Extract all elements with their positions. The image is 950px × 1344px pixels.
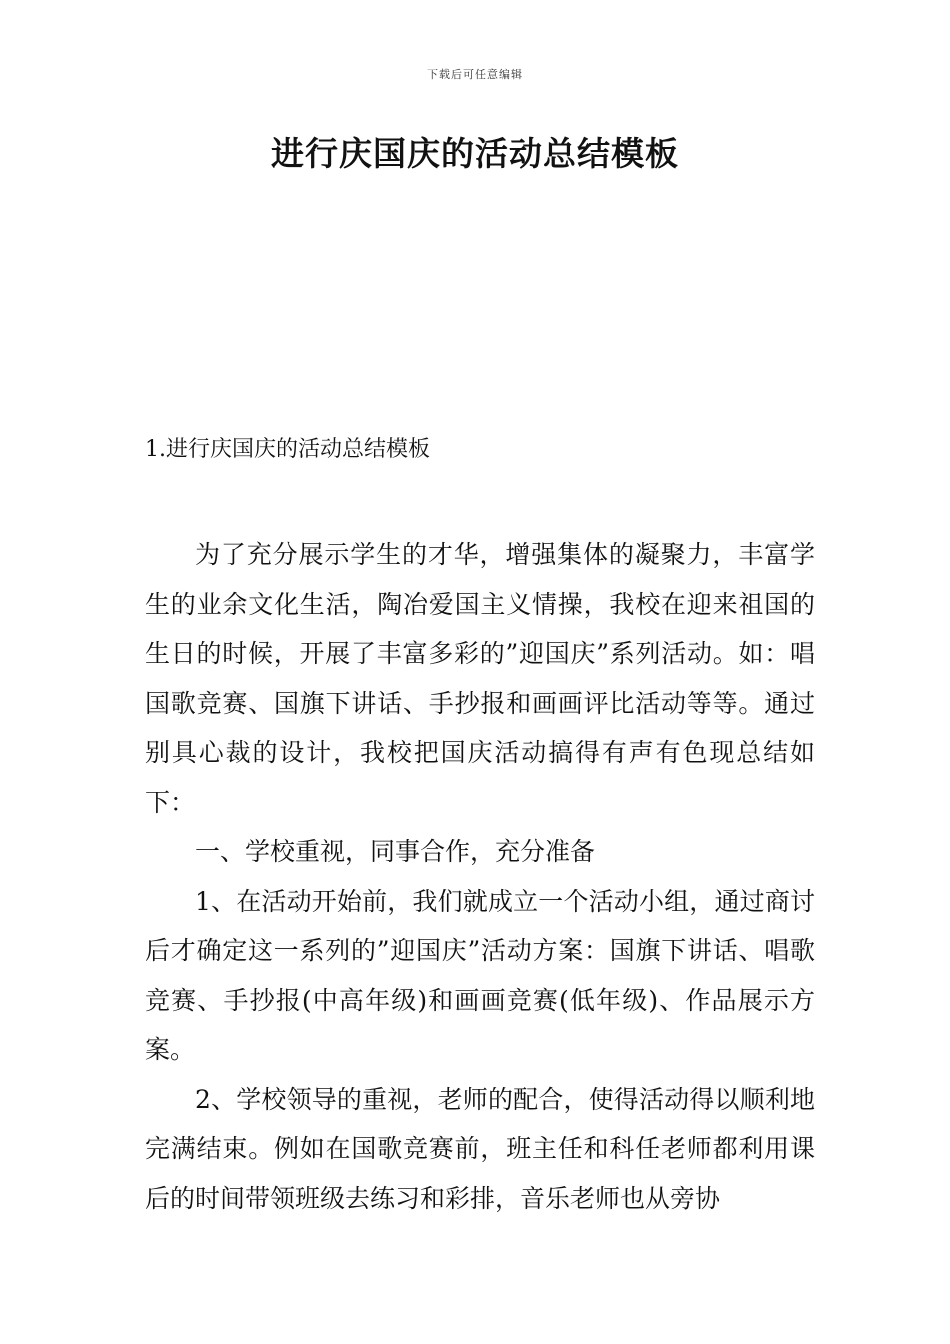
paragraph-intro: 为了充分展示学生的才华，增强集体的凝聚力，丰富学生的业余文化生活，陶冶爱国主义情操，我校在迎来祖国的生日的时候，开展了丰富多彩的”迎国庆”系列活动。如：唱国歌竞赛、国旗下讲话、手抄报和画画评比活动等等。通过别具心裁的设计，我校把国庆活动搞得有声有色现总结如下： [145,540,815,817]
document-title: 进行庆国庆的活动总结模板 [271,134,679,173]
paragraph-point-2: 2、学校领导的重视，老师的配合，使得活动得以顺利地完满结束。例如在国歌竞赛前，班主任和科任老师都利用课后的时间带领班级去练习和彩排，音乐老师也从旁协 [145,1084,815,1213]
document-body [145,530,815,1223]
paragraph-point-1: 1、在活动开始前，我们就成立一个活动小组，通过商讨后才确定这一系列的”迎国庆”活动方案：国旗下讲话、唱歌竞赛、手抄报(中高年级)和画画竞赛(低年级)、作品展示方案。 [145,886,815,1064]
paragraph-subheading: 一、学校重视，同事合作，充分准备 [195,837,596,866]
section-heading: 1.进行庆国庆的活动总结模板 [145,437,430,462]
header-note: 下载后可任意编辑 [427,68,523,81]
